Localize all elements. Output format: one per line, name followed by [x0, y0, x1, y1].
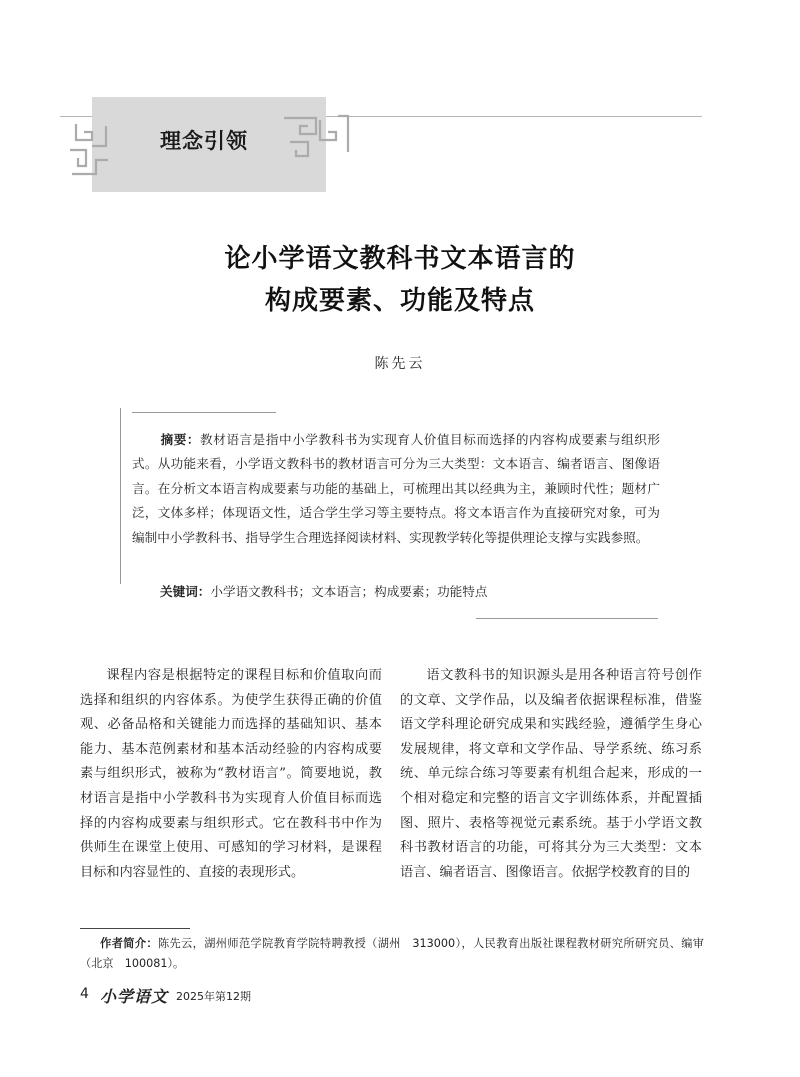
section-title: 理念引领: [160, 129, 248, 153]
fret-ornament-left-icon: [66, 120, 114, 184]
abstract-text: 教材语言是指中小学教科书为实现育人价值目标而选择的内容构成要素与组织形式。从功能来看，小学语文教科书的教材语言可分为三大类型：文本语言、编者语言、图像语言。在分析文本语言构成要素与功能的基础上，可梳理出其以经典为主，兼顾时代性；题材广泛，文体多样；体现语文性，适合学生学习等主要特点。将文本语言作为直接研究对象，可为编制中小学教科书、指导学生合理选择阅读材料、实现教学转化等提供理论支撑与实践参照。: [132, 432, 661, 545]
fret-ornament-right-icon: [280, 112, 352, 164]
keywords-label: 关键词：: [160, 584, 211, 599]
article-title: [0, 238, 800, 322]
abstract: [132, 428, 660, 550]
body-paragraph-left: 课程内容是根据特定的课程目标和价值取向而选择和组织的内容体系。为使学生获得正确的价值观、必备品格和关键能力而选择的基础知识、基本能力、基本范例素材和基本活动经验的内容构成要素与组织形式，被称为“教材语言”。简要地说，教材语言是指中小学教科书为实现育人价值目标而选择的内容构成要素与组织形式。它在教科书中作为供师生在课堂上使用、可感知的学习材料，是课程目标和内容显性的、直接的表现形式。: [80, 668, 382, 880]
abstract-label: 摘要：: [160, 432, 201, 447]
keywords: [160, 580, 487, 604]
footnote-rule: [80, 928, 190, 929]
abstract-bottom-rule: [476, 618, 658, 619]
abstract-top-rule: [132, 412, 276, 413]
article-title-line-2: 构成要素、功能及特点: [264, 286, 535, 316]
keywords-text: 小学语文教科书；文本语言；构成要素；功能特点: [210, 584, 488, 599]
page-number: 4: [80, 986, 89, 1002]
author-footnote: [80, 934, 704, 974]
article-author: 陈先云: [374, 356, 426, 372]
journal-name: 小学语文: [100, 987, 169, 1006]
journal-issue: 2025年第12期: [176, 990, 251, 1003]
footnote-text: 陈先云，湖州师范学院教育学院特聘教授（湖州 313000），人民教育出版社课程教材研究所研究员、编审（北京 100081）。: [80, 937, 704, 970]
abstract-side-rule: [120, 408, 121, 584]
footnote-label: 作者简介：: [100, 937, 158, 950]
article-title-line-1: 论小学语文教科书文本语言的: [224, 244, 576, 274]
body-paragraph-right: 语文教科书的知识源头是用各种语言符号创作的文章、文学作品，以及编者依据课程标准，借鉴语文学科理论研究成果和实践经验，遵循学生身心发展规律，将文章和文学作品、导学系统、练习系统、单元综合练习等要素有机组合起来，形成的一个相对稳定和完整的语言文字训练体系，并配置插图、照片、表格等视觉元素系统。基于小学语文教科书教材语言的功能，可将其分为三大类型：文本语言、编者语言、图像语言。依据学校教育的目的: [400, 668, 702, 880]
